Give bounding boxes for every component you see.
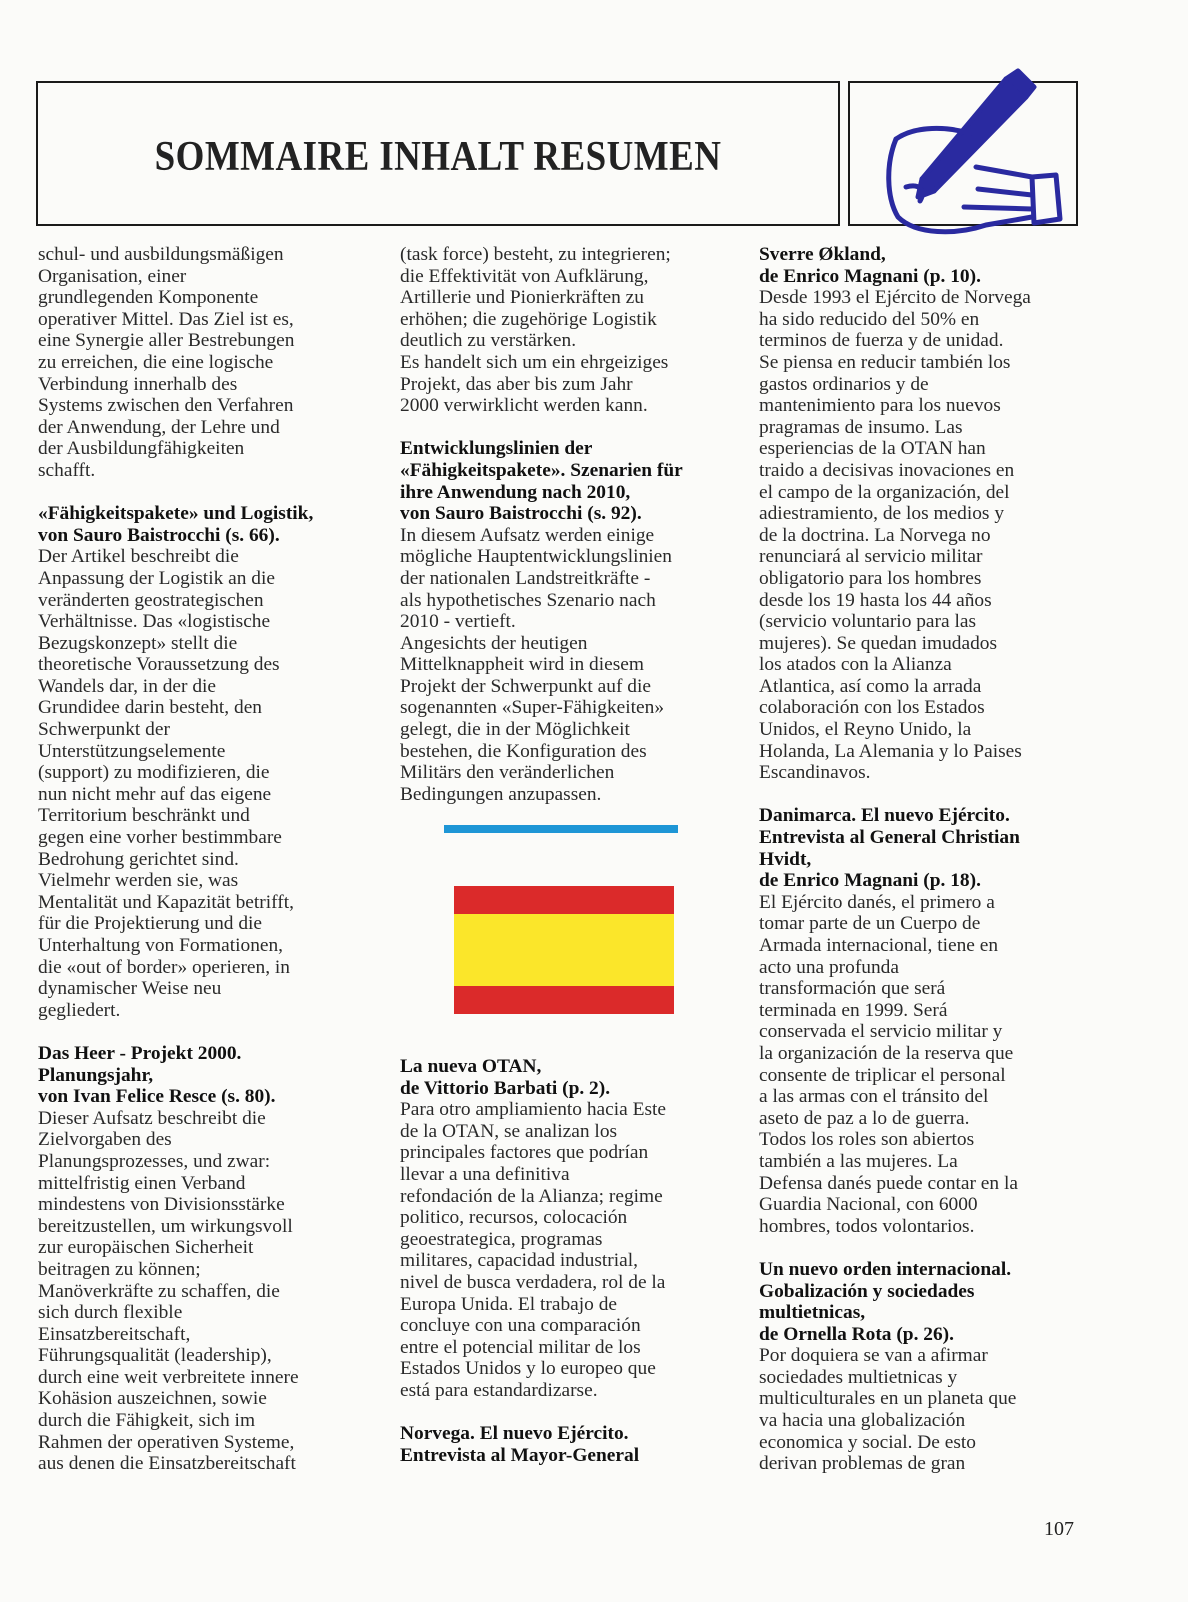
body-text-line: mittelfristig einen Verband [38,1172,246,1194]
body-text-line: für die Projektierung und die [38,913,263,935]
body-text-line: Kohäsion auszeichnen, sowie [38,1388,267,1410]
body-text-line: el campo de la organización, del [759,481,1010,503]
article-heading-line: von Sauro Baistrocchi (s. 92). [400,503,642,525]
body-text-line: Führungsqualität (leadership), [38,1345,272,1367]
body-text-line: Systems zwischen den Verfahren [38,395,294,417]
body-text-line: desde los 19 hasta los 44 años [759,589,992,611]
body-text-line: Der Artikel beschreibt die [38,546,239,568]
body-text-line: Dieser Aufsatz beschreibt die [38,1107,266,1129]
body-text-line: als hypothetisches Szenario nach [400,589,656,611]
body-text-line: va hacia una globalización [759,1410,966,1432]
body-text-line: In diesem Aufsatz werden einige [400,524,655,546]
body-text-line: Holanda, La Alemania y lo Paises [759,740,1022,762]
spain-flag [454,886,674,1036]
body-text-line: sociedades multietnicas y [759,1366,958,1388]
body-text-line: die Effektivität von Aufklärung, [400,265,649,287]
page-title: SOMMAIRE INHALT RESUMEN [154,134,722,180]
body-text-line: economica y social. De esto [759,1431,976,1453]
flag-yellow-stripe [454,914,674,986]
body-text-line: Es handelt sich um ein ehrgeiziges [400,351,669,373]
body-text-line: schafft. [38,459,96,481]
body-text-line: nivel de busca verdadera, rol de la [400,1271,666,1293]
body-text-line: (support) zu modifizieren, die [38,762,270,784]
body-text-line: ha sido reducido del 50% en [759,308,980,330]
body-text-line: Grundidee darin besteht, den [38,697,262,719]
body-text-line: Para otro ampliamiento hacia Este [400,1099,666,1121]
body-text-line: Unidos, el Reyno Unido, la [759,719,972,741]
column-1 [38,244,370,1475]
body-text-line: deutlich zu verstärken. [400,330,577,352]
body-text-line: tomar parte de un Cuerpo de [759,913,981,935]
body-text-line: zu erreichen, die eine logische [38,351,274,373]
body-text-line: Verhältnisse. Das «logistische [38,611,271,633]
body-text-line: gastos ordinarios y de [759,373,929,395]
body-text-line: mantenimiento para los nuevos [759,395,1001,417]
body-text-line: de la OTAN, se analizan los [400,1120,618,1142]
paragraph-gap [400,1402,732,1424]
body-text-line: Einsatzbereitschaft, [38,1323,191,1345]
column-2-top [400,244,732,805]
article-heading-line: Entrevista al Mayor-General [400,1444,640,1466]
body-text-line: militares, capacidad industrial, [400,1250,638,1272]
body-text-line: sich durch flexible [38,1302,183,1324]
body-text-line: bereitzustellen, um wirkungsvoll [38,1215,293,1237]
body-text-line: terminada en 1999. Será [759,999,948,1021]
body-text-line: Manöverkräfte zu schaffen, die [38,1280,280,1302]
body-text-line: geoestrategica, programas [400,1228,603,1250]
body-text-line: Guardia Nacional, con 6000 [759,1194,978,1216]
article-heading-line: La nueva OTAN, [400,1056,542,1077]
article-heading-line: multietnicas, [759,1302,866,1324]
article-heading-line: Danimarca. El nuevo Ejército. [759,805,1010,827]
page-number: 107 [1044,1518,1074,1540]
body-text-line: los atados con la Alianza [759,654,952,676]
article-heading-line: Hvidt, [759,848,812,870]
article-heading-line: Das Heer - Projekt 2000. [38,1042,242,1064]
body-text-line: traido a decisivas inovaciones en [759,459,1015,481]
body-text-line: (servicio voluntario para las [759,611,976,633]
body-text-line: Anpassung der Logistik an die [38,567,275,589]
body-text-line: terminos de fuerza y de unidad. [759,330,1004,352]
body-text-line: Wandels dar, in der die [38,675,217,697]
header-icon-box [848,81,1078,226]
article-heading-line: de Vittorio Barbati (p. 2). [400,1077,611,1099]
body-text-line: obligatorio para los hombres [759,567,982,589]
article-heading-line: de Enrico Magnani (p. 18). [759,870,981,892]
body-text-line: Territorium beschränkt und [38,805,250,827]
body-text-line: Vielmehr werden sie, was [38,870,239,892]
body-text-line: (task force) besteht, zu integrieren; [400,244,671,265]
body-text-line: colaboración con los Estados [759,697,985,719]
hand-writing-with-pen-icon [856,67,1074,237]
header-title-box [36,81,840,226]
body-text-line: está para estandardizarse. [400,1379,598,1401]
body-text-line: erhöhen; die zugehörige Logistik [400,308,657,330]
body-text-line: concluye con una comparación [400,1315,641,1337]
body-text-line: renunciará al servicio militar [759,546,983,568]
body-text-line: Schwerpunkt der [38,719,170,741]
body-text-line: Planungsprozesses, und zwar: [38,1150,271,1172]
article-heading-line: von Sauro Baistrocchi (s. 66). [38,524,280,546]
body-text-line: grundlegenden Komponente [38,287,259,309]
body-text-line: Projekt, das aber bis zum Jahr [400,373,633,395]
body-text-line: Organisation, einer [38,265,187,287]
article-heading-line: von Ivan Felice Resce (s. 80). [38,1086,276,1108]
body-text-line: mujeres). Se quedan imudados [759,632,998,654]
article-heading-line: de Ornella Rota (p. 26). [759,1323,954,1345]
body-text-line: Zielvorgaben des [38,1129,172,1151]
body-text-line: multiculturales en un planeta que [759,1388,1017,1410]
body-text-line: Defensa danés puede contar en la [759,1172,1018,1194]
article-heading-line: de Enrico Magnani (p. 10). [759,265,981,287]
body-text-line: aseto de paz a lo de guerra. [759,1107,970,1129]
body-text-line: acto una profunda [759,956,899,978]
body-text-line: Rahmen der operativen Systeme, [38,1431,295,1453]
body-text-line: politico, recursos, colocación [400,1207,628,1229]
body-text-line: gelegt, die in der Möglichkeit [400,719,630,741]
article-heading-line: Un nuevo orden internacional. [759,1258,1012,1280]
body-text-line: Atlantica, así como la arrada [759,675,982,697]
paragraph-gap [759,784,1091,806]
body-text-line: llevar a una definitiva [400,1163,570,1185]
article-heading-line: Sverre Økland, [759,244,886,265]
body-text-line: refondación de la Alianza; regime [400,1185,663,1207]
body-text-line: 2000 verwirklicht werden kann. [400,395,648,417]
body-text-line: Unterstützungselemente [38,740,226,762]
body-text-line: derivan problemas de gran [759,1453,966,1475]
article-heading-line: «Fähigkeitspakete». Szenarien für [400,459,683,481]
body-text-line: Se piensa en reducir también los [759,351,1011,373]
body-text-line: mindestens von Divisionsstärke [38,1194,285,1216]
body-text-line: Desde 1993 el Ejército de Norvega [759,287,1031,309]
article-heading-line: Entwicklungslinien der [400,438,593,460]
flag-red-stripe-bottom [454,986,674,1014]
body-text-line: zur europäischen Sicherheit [38,1237,254,1259]
body-text-line: durch die Fähigkeit, sich im [38,1410,256,1432]
body-text-line: Angesichts der heutigen [400,632,588,654]
body-text-line: consente de triplicar el personal [759,1064,1006,1086]
body-text-line: transformación que será [759,978,946,1000]
body-text-line: mögliche Hauptentwicklungslinien [400,546,672,568]
article-heading-line: Planungsjahr, [38,1064,154,1086]
body-text-line: der Anwendung, der Lehre und [38,416,280,438]
body-text-line: Estados Unidos y lo europeo que [400,1358,656,1380]
column-3 [759,244,1091,1475]
paragraph-gap [400,417,732,439]
body-text-line: Todos los roles son abiertos [759,1129,975,1151]
paragraph-gap [38,1021,370,1043]
body-text-line: Militärs den veränderlichen [400,762,615,784]
article-heading-line: Norvega. El nuevo Ejército. [400,1423,629,1445]
body-text-line: Bezugskonzept» stellt die [38,632,238,654]
body-text-line: El Ejército danés, el primero a [759,891,995,913]
body-text-line: Por doquiera se van a afirmar [759,1345,988,1367]
blue-rule [444,825,678,833]
body-text-line: Mentalität und Kapazität betrifft, [38,891,294,913]
body-text-line: Artillerie und Pionierkräften zu [400,287,644,309]
body-text-line: pragramas de insumo. Las [759,416,963,438]
flag-red-stripe-top [454,886,674,914]
column-2-bottom [400,1056,732,1466]
body-text-line: die «out of border» operieren, in [38,956,290,978]
body-text-line: theoretische Voraussetzung des [38,654,280,676]
body-text-line: durch eine weit verbreitete innere [38,1366,299,1388]
body-text-line: Verbindung innerhalb des [38,373,238,395]
body-text-line: Armada internacional, tiene en [759,935,999,956]
body-text-line: bestehen, die Konfiguration des [400,740,647,762]
body-text-line: Europa Unida. El trabajo de [400,1293,617,1315]
body-text-line: gegen eine vorher bestimmbare [38,827,282,849]
body-text-line: hombres, todos volontarios. [759,1215,975,1237]
body-text-line: Escandinavos. [759,762,871,784]
body-text-line: gegliedert. [38,999,121,1021]
body-text-line: a las armas con el tránsito del [759,1086,989,1108]
body-text-line: nun nicht mehr auf das eigene [38,783,272,805]
article-heading-line: «Fähigkeitspakete» und Logistik, [38,503,314,525]
body-text-line: esperiencias de la OTAN han [759,438,986,460]
article-heading-line: Entrevista al General Christian [759,827,1020,849]
body-text-line: adiestramiento, de los medios y [759,503,1005,525]
article-heading-line: Gobalización y sociedades [759,1280,975,1302]
body-text-line: la organización de la reserva que [759,1042,1014,1064]
body-text-line: también a las mujeres. La [759,1150,958,1172]
body-text-line: Projekt der Schwerpunkt auf die [400,675,651,697]
body-text-line: der nationalen Landstreitkräfte - [400,567,651,589]
body-text-line: veränderten geostrategischen [38,589,264,611]
body-text-line: dynamischer Weise neu [38,978,222,1000]
body-text-line: beitragen zu können; [38,1258,201,1280]
body-text-line: 2010 - vertieft. [400,611,516,633]
body-text-line: der Ausbildungfähigkeiten [38,438,245,460]
paragraph-gap [759,1237,1091,1259]
body-text-line: sogenannten «Super-Fähigkeiten» [400,697,665,719]
body-text-line: conservada el servicio militar y [759,1021,1003,1043]
body-text-line: aus denen die Einsatzbereitschaft [38,1453,296,1475]
body-text-line: Bedrohung gerichtet sind. [38,848,239,870]
body-text-line: entre el potencial militar de los [400,1336,641,1358]
body-text-line: Mittelknappheit wird in diesem [400,654,644,676]
body-text-line: schul- und ausbildungsmäßigen [38,244,284,265]
body-text-line: de la doctrina. La Norvega no [759,524,991,546]
body-text-line: eine Synergie aller Bestrebungen [38,330,295,352]
body-text-line: operativer Mittel. Das Ziel ist es, [38,308,294,330]
body-text-line: Unterhaltung von Formationen, [38,935,284,956]
article-heading-line: ihre Anwendung nach 2010, [400,481,631,503]
body-text-line: Bedingungen anzupassen. [400,783,602,805]
paragraph-gap [38,482,370,504]
body-text-line: principales factores que podrían [400,1142,649,1164]
